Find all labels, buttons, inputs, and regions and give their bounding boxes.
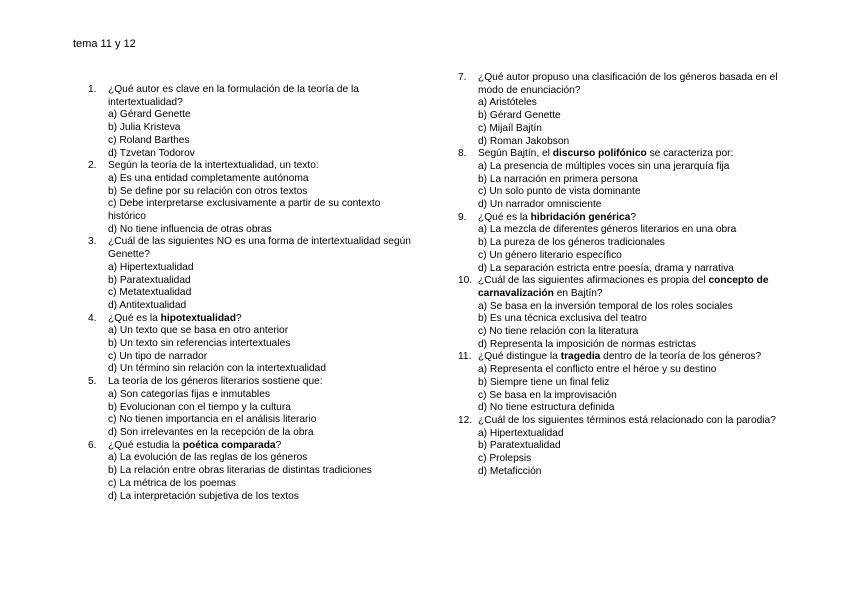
question-12: [458, 415, 788, 479]
option-d: d) Son irrelevantes en la recepción de la obra: [108, 426, 314, 438]
option-b: b) La narración en primera persona: [478, 173, 638, 185]
question-number: 8.: [458, 148, 467, 160]
option-b: b) Se define por su relación con otros textos: [108, 185, 308, 197]
option-b: b) Paratextualidad: [478, 440, 561, 452]
question-3: [88, 236, 418, 312]
option-d: d) Un narrador omnisciente: [478, 199, 602, 211]
option-a: a) La mezcla de diferentes géneros literarios en una obra: [478, 224, 737, 236]
option-b: b) Paratextualidad: [108, 274, 191, 286]
question-number: 10.: [458, 275, 473, 287]
option-c: c) Se basa en la improvisación: [478, 389, 617, 401]
option-c: c) La métrica de los poemas: [108, 477, 236, 489]
question-stem: Según la teoría de la intertextualidad, un texto:: [108, 160, 319, 172]
option-b: b) Julia Kristeva: [108, 122, 181, 134]
key-term: tragedia: [560, 351, 601, 363]
question-number: 1.: [88, 84, 97, 95]
question-stem: ¿Cuál de las siguientes NO es una forma de intertextualidad según Genette?: [108, 236, 411, 261]
option-c: c) Un solo punto de vista dominante: [478, 186, 641, 198]
question-8: [458, 148, 788, 212]
option-a: a) Un texto que se basa en otro anterior: [108, 325, 289, 337]
question-11: [458, 351, 788, 415]
key-term: hipotextualidad: [160, 312, 236, 324]
option-c: c) Un género literario específico: [478, 249, 622, 261]
question-number: 7.: [458, 72, 467, 83]
question-number: 11.: [458, 351, 472, 363]
option-a: a) Gérard Genette: [108, 109, 191, 121]
option-a: a) Aristóteles: [478, 97, 537, 109]
question-stem: ¿Qué autor propuso una clasificación de los géneros basada en el modo de enunciación?: [478, 72, 778, 96]
question-1: [88, 84, 418, 160]
option-c: c) Roland Barthes: [108, 134, 190, 146]
option-c: c) Mijaíl Bajtín: [478, 122, 542, 134]
option-d: d) Un término sin relación con la intertextualidad: [108, 363, 327, 375]
key-term: hibridación genérica: [530, 211, 631, 223]
question-2: [88, 160, 418, 236]
option-c: c) No tiene relación con la literatura: [478, 326, 639, 338]
question-number: 3.: [88, 236, 97, 248]
option-b: b) Siempre tiene un final feliz: [478, 376, 610, 388]
option-b: b) La pureza de los géneros tradicionales: [478, 237, 665, 249]
option-c: c) Prolepsis: [478, 453, 532, 465]
option-d: d) Metaficción: [478, 465, 542, 477]
question-number: 5.: [88, 376, 97, 388]
question-stem: ¿Cuál de los siguientes términos está relacionado con la parodia?: [478, 414, 776, 426]
option-d: d) La separación estricta entre poesía, drama y narrativa: [478, 262, 734, 274]
option-b: b) Es una técnica exclusiva del teatro: [478, 313, 647, 325]
document-title: tema 11 y 12: [73, 38, 136, 50]
question-number: 4.: [88, 312, 97, 324]
question-4: [88, 313, 418, 377]
question-5: [88, 376, 418, 440]
option-c: c) Debe interpretarse exclusivamente a partir de su contexto histórico: [108, 198, 381, 223]
option-d: d) La interpretación subjetiva de los textos: [108, 490, 299, 502]
question-number: 9.: [458, 211, 467, 223]
question-10: [458, 275, 788, 351]
option-d: d) Roman Jakobson: [478, 135, 570, 147]
option-a: a) La presencia de múltiples voces sin una jerarquía fija: [478, 160, 730, 172]
option-b: b) Evolucionan con el tiempo y la cultura: [108, 401, 291, 413]
question-6: [88, 440, 418, 504]
option-a: a) La evolución de las reglas de los géneros: [108, 452, 308, 464]
option-b: b) La relación entre obras literarias de distintas tradiciones: [108, 465, 372, 477]
option-a: a) Son categorías fijas e inmutables: [108, 388, 270, 400]
option-c: c) Un tipo de narrador: [108, 350, 208, 362]
question-stem: ¿Qué es la hibridación genérica?: [478, 211, 636, 223]
option-b: b) Gérard Genette: [478, 110, 561, 122]
key-term: concepto de carnavalización: [478, 275, 769, 299]
questions-left-column: [88, 84, 418, 503]
option-d: d) Tzvetan Todorov: [108, 147, 195, 159]
option-c: c) Metatextualidad: [108, 287, 192, 299]
option-d: d) Representa la imposición de normas estrictas: [478, 338, 696, 350]
option-c: c) No tienen importancia en el análisis literario: [108, 414, 317, 426]
option-d: d) No tiene influencia de otras obras: [108, 223, 272, 235]
option-a: a) Es una entidad completamente autónoma: [108, 172, 309, 184]
question-number: 6.: [88, 439, 97, 451]
question-stem: Según Bajtín, el discurso polifónico se caracteriza por:: [478, 148, 734, 160]
question-number: 12.: [458, 414, 473, 426]
option-a: a) Hipertextualidad: [108, 261, 194, 273]
questions-right-column: [458, 72, 788, 479]
question-stem: ¿Qué estudia la poética comparada?: [108, 439, 282, 451]
key-term: poética comparada: [182, 439, 276, 451]
option-d: d) No tiene estructura definida: [478, 402, 615, 414]
question-stem: ¿Qué autor es clave en la formulación de la teoría de la intertextualidad?: [108, 84, 359, 108]
option-a: a) Hipertextualidad: [478, 427, 564, 439]
option-b: b) Un texto sin referencias intertextuales: [108, 338, 291, 350]
option-a: a) Representa el conflicto entre el héroe y su destino: [478, 364, 717, 376]
question-stem: La teoría de los géneros literarios sostiene que:: [108, 376, 323, 388]
question-9: [458, 212, 788, 276]
option-a: a) Se basa en la inversión temporal de los roles sociales: [478, 300, 733, 312]
question-7: [458, 72, 788, 148]
question-stem: ¿Qué es la hipotextualidad?: [108, 312, 242, 324]
question-stem: ¿Qué distingue la tragedia dentro de la teoría de los géneros?: [478, 351, 762, 363]
option-d: d) Antitextualidad: [108, 299, 187, 311]
key-term: discurso polifónico: [552, 148, 647, 160]
question-number: 2.: [88, 160, 97, 172]
question-stem: ¿Cuál de las siguientes afirmaciones es propia del concepto de carnavalización en Bajtín?: [478, 275, 769, 299]
